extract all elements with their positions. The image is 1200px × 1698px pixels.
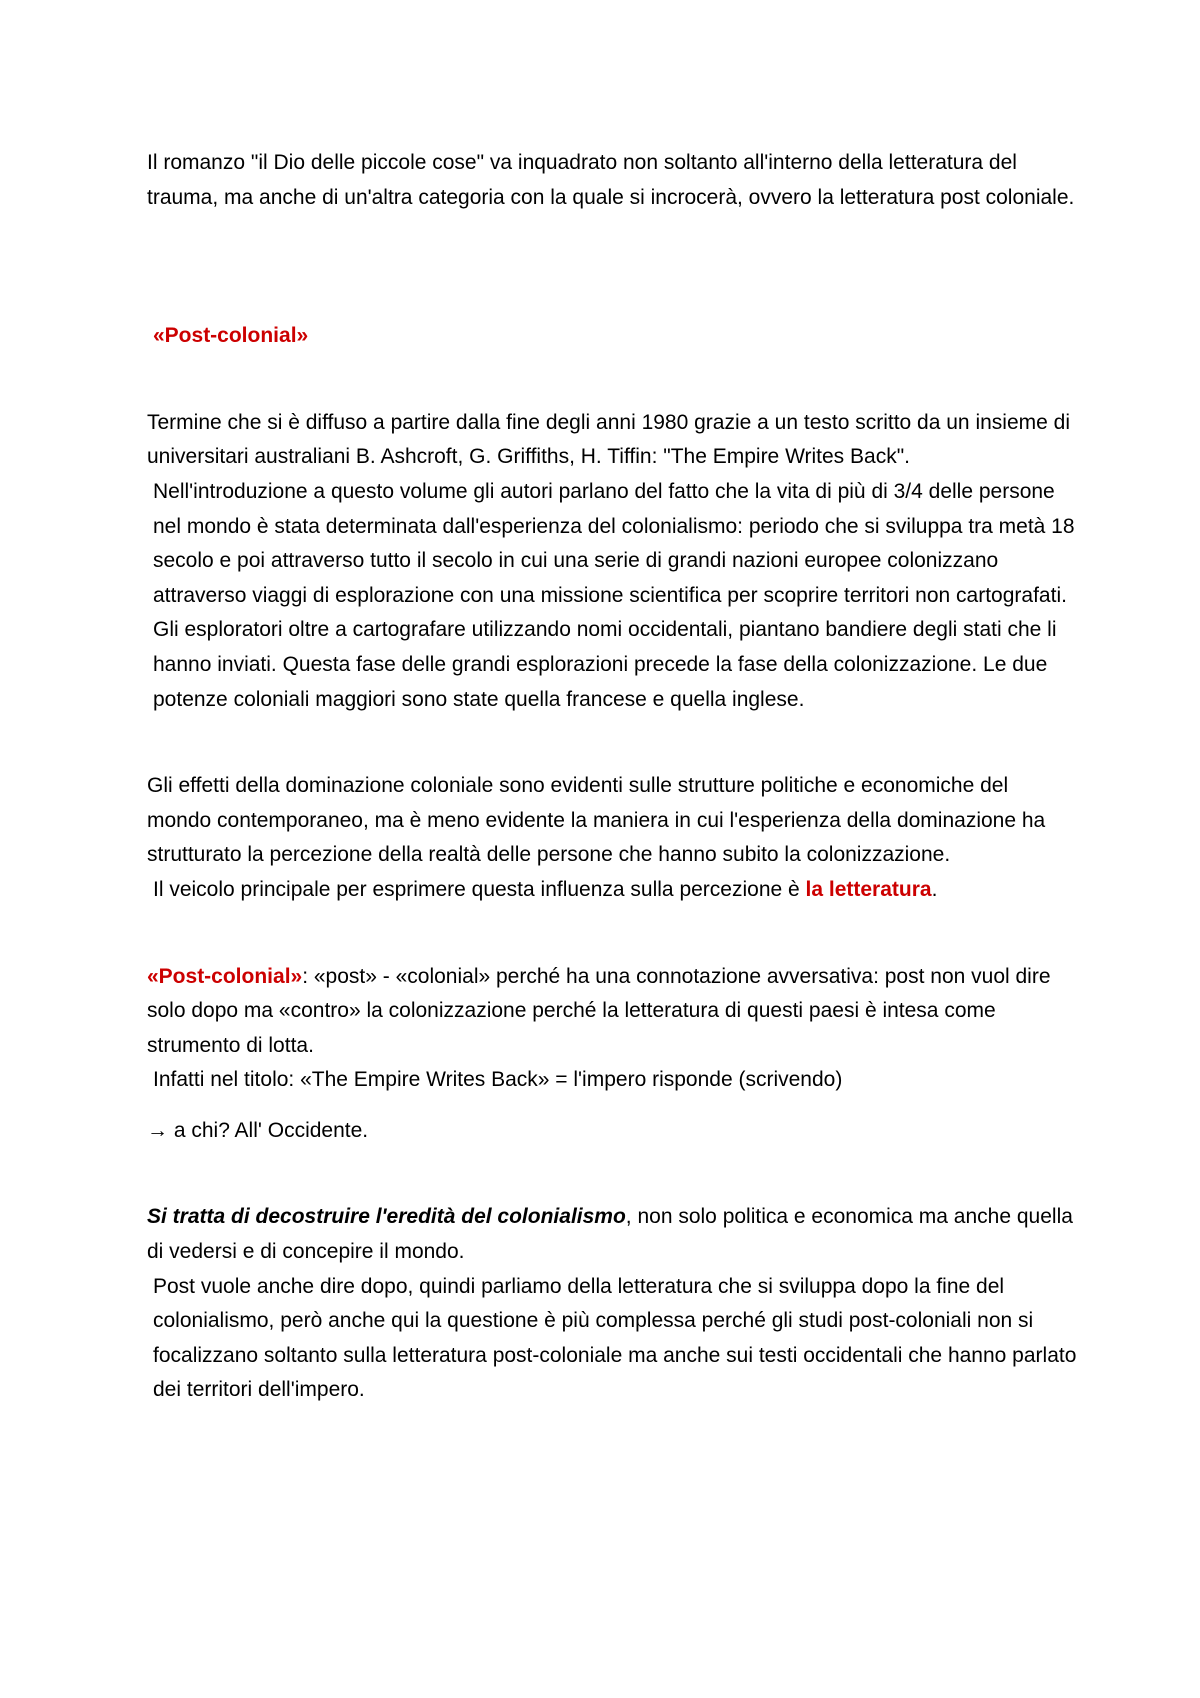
deconstruction-emphasis: Si tratta di decostruire l'eredità del colonialismo [147,1205,626,1229]
effects-paragraph: Gli effetti della dominazione coloniale sono evidenti sulle strutture politiche e economiche del mondo contemporaneo, ma è meno evidente la maniera in cui l'esperienza della dominazione ha strutturato la percezione della realtà delle persone che hanno subito la colonizzazione. [147,774,1046,867]
spacer [147,908,1077,960]
post-colonial-term: «Post-colonial» [147,964,303,988]
intro-paragraph: Il romanzo "il Dio delle piccole cose" va inquadrato non soltanto all'interno della letteratura del trauma, ma anche di un'altra categoria con la quale si incrocerà, ovvero la letteratura post coloniale. [147,151,1075,209]
post-colonial-explanation: : «post» - «colonial» perché ha una connotazione avversativa: post non vuol dire solo dopo ma «contro» la colonizzazione perché la letteratura di questi paesi è intesa come strumento di lotta. [147,964,1051,1057]
vehicle-text: Il veicolo principale per esprimere questa influenza sulla percezione è [153,877,806,901]
spacer [147,215,1077,319]
introduction-paragraph: Nell'introduzione a questo volume gli autori parlano del fatto che la vita di più di 3/4 delle persone nel mondo è stata determinata dall'esperienza del colonialismo: periodo che si sviluppa tra metà 18 secolo e poi attraverso tutto il secolo in cui una serie di grandi nazioni europee colonizzano attraverso viaggi di esplorazione con una missione scientifica per scoprire territori non cartografati. Gli esploratori oltre a cartografare utilizzando nomi occidentali, piantano bandiere degli stati che li hanno inviati. Questa fase delle grandi esplorazioni precede la fase della colonizzazione. Le due potenze coloniali maggiori sono state quella francese e quella inglese. [153,479,1075,711]
title-meaning-paragraph: Infatti nel titolo: «The Empire Writes Back» = l'impero risponde (scrivendo) [153,1068,843,1092]
arrow-line: → a chi? All' Occidente. [147,1118,369,1142]
deconstruction-rest: , non solo politica e economica ma anche quella di vedersi e di concepire il mondo. [147,1205,1073,1264]
deconstruction-paragraph [147,1200,1077,1269]
spacer [147,354,1077,406]
vehicle-suffix: . [931,877,938,901]
section-heading: «Post-colonial» [153,324,309,348]
spacer [147,717,1077,769]
post-colonial-paragraph [147,960,1077,1064]
post-meaning-paragraph: Post vuole anche dire dopo, quindi parliamo della letteratura che si sviluppa dopo la fine del colonialismo, però anche qui la questione è più complessa perché gli studi post-coloniali non si focalizzano soltanto sulla letteratura post-coloniale ma anche sui testi occidentali che hanno parlato dei territori dell'impero. [153,1274,1077,1402]
spacer [147,1098,1077,1114]
spacer [147,1148,1077,1200]
document-page [147,146,1077,1408]
highlight-literature: la letteratura [805,877,932,901]
vehicle-paragraph [147,873,1077,908]
definition-paragraph: Termine che si è diffuso a partire dalla fine degli anni 1980 grazie a un testo scritto da un insieme di universitari australiani B. Ashcroft, G. Griffiths, H. Tiffin: "The Empire Writes Back". [147,410,1070,469]
